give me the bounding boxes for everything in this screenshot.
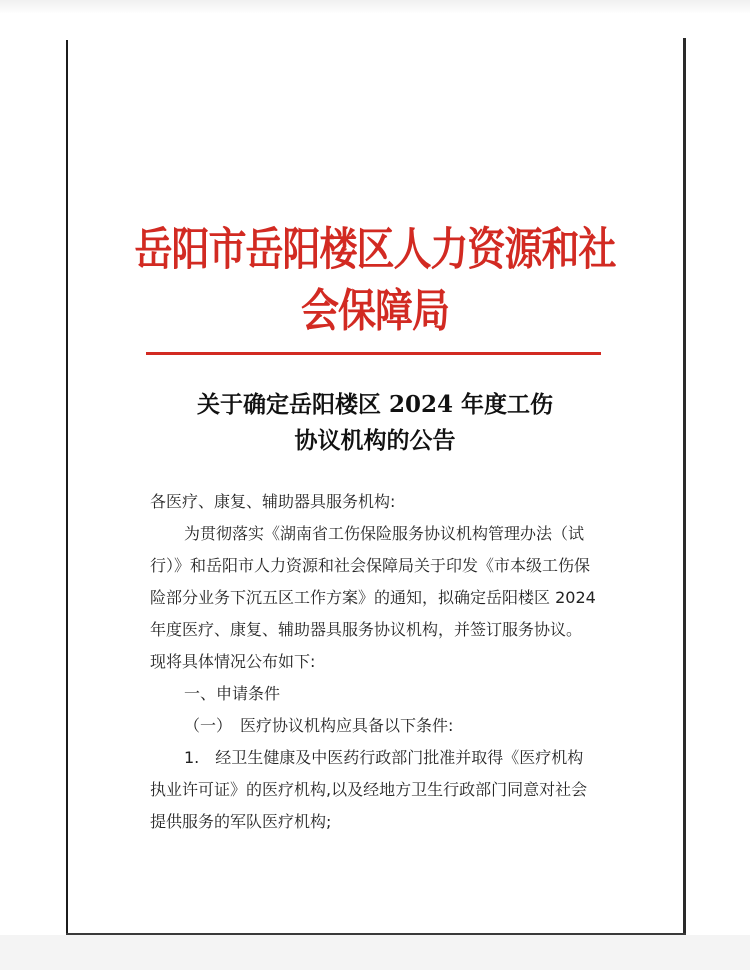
notice-title-line-1: 关于确定岳阳楼区 2024 年度工伤 bbox=[196, 391, 554, 418]
scan-bottom-margin bbox=[0, 935, 750, 970]
letterhead-red-rule bbox=[146, 352, 601, 355]
paragraph-1-line-5: 现将具体情况公布如下: bbox=[150, 652, 316, 671]
page-right-edge bbox=[683, 38, 686, 933]
letterhead: 岳阳市岳阳楼区人力资源和社会保障局 bbox=[134, 222, 616, 337]
item-1-line-3: 提供服务的军队医疗机构; bbox=[150, 812, 332, 831]
page-left-edge bbox=[66, 40, 68, 935]
paragraph-1-line-1: 为贯彻落实《湖南省工伤保险服务协议机构管理办法（试 bbox=[184, 524, 585, 543]
paragraph-1-line-3: 险部分业务下沉五区工作方案》的通知，拟确定岳阳楼区 2024 bbox=[150, 588, 596, 607]
section-heading-1: 一、申请条件 bbox=[184, 684, 281, 703]
subsection-heading-1: （一） 医疗协议机构应具备以下条件: bbox=[184, 716, 454, 735]
scan-top-shadow bbox=[0, 0, 750, 14]
salutation: 各医疗、康复、辅助器具服务机构: bbox=[150, 492, 396, 511]
item-1-line-1: 1. 经卫生健康及中医药行政部门批准并取得《医疗机构 bbox=[184, 748, 584, 767]
paragraph-1-line-4: 年度医疗、康复、辅助器具服务协议机构，并签订服务协议。 bbox=[150, 620, 583, 639]
notice-title-line-2: 协议机构的公告 bbox=[294, 427, 456, 454]
paragraph-1-line-2: 行）》和岳阳市人力资源和社会保障局关于印发《市本级工伤保 bbox=[150, 556, 591, 575]
item-1-line-2: 执业许可证》的医疗机构,以及经地方卫生行政部门同意对社会 bbox=[150, 780, 588, 799]
